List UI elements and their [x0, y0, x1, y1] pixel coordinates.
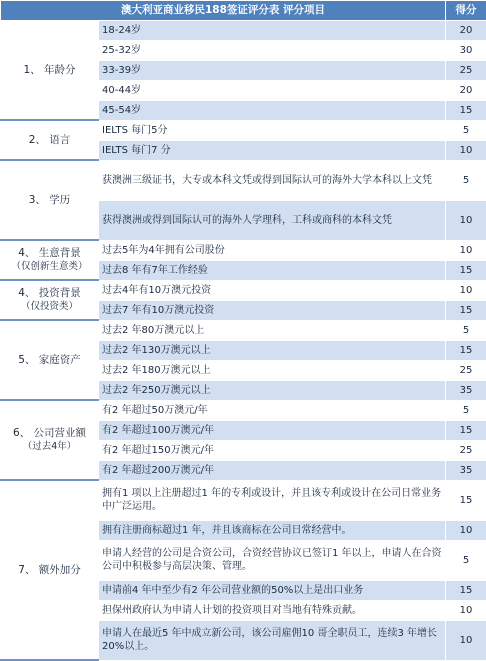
score-cell: 5 — [446, 320, 486, 340]
item-cell: 有2 年超过150万澳元/年 — [99, 440, 446, 460]
score-cell: 15 — [446, 300, 486, 320]
table-row — [1, 120, 486, 140]
table-row — [1, 320, 486, 340]
item-cell: 40-44岁 — [99, 80, 446, 100]
category-cell — [1, 120, 99, 160]
score-cell: 15 — [446, 580, 486, 600]
table-row — [1, 480, 486, 520]
item-cell: 有2 年超过100万澳元/年 — [99, 420, 446, 440]
score-cell: 25 — [446, 440, 486, 460]
category-cell — [1, 160, 99, 240]
score-cell: 10 — [446, 240, 486, 260]
score-cell: 10 — [446, 280, 486, 300]
item-cell: 25-32岁 — [99, 40, 446, 60]
category-sublabel: （仅创新生意类） — [11, 261, 88, 273]
category-cell — [1, 320, 99, 400]
item-cell: 有2 年超过200万澳元/年 — [99, 460, 446, 480]
item-cell: 申请前4 年中至少有2 年公司营业额的50%以上是出口业务 — [99, 580, 446, 600]
score-cell: 10 — [446, 600, 486, 620]
category-label: 2、 语言 — [28, 133, 71, 146]
score-cell: 15 — [446, 260, 486, 280]
item-cell: IELTS 每门5分 — [99, 120, 446, 140]
score-cell: 15 — [446, 340, 486, 360]
category-cell — [1, 21, 99, 121]
score-cell: 10 — [446, 200, 486, 240]
item-cell: 过去8 年有7年工作经验 — [99, 260, 446, 280]
item-cell: 33-39岁 — [99, 60, 446, 80]
table-row — [1, 160, 486, 200]
item-cell: 拥有注册商标超过1 年，并且该商标在公司日常经营中。 — [99, 520, 446, 540]
category-label: 7、 额外加分 — [18, 563, 81, 576]
category-label: 4、 投资背景 — [18, 287, 81, 300]
score-cell: 15 — [446, 480, 486, 520]
category-label: 4、 生意背景 — [18, 247, 81, 260]
score-cell: 5 — [446, 120, 486, 140]
score-cell: 10 — [446, 520, 486, 540]
item-cell: 拥有1 项以上注册超过1 年的专利或设计，并且该专利或设计在公司日常业务中广泛运用。 — [99, 480, 446, 520]
item-cell: 申请人在最近5 年中成立新公司，该公司雇佣10 哥全职员工，连续3 年增长20%以上。 — [99, 620, 446, 660]
item-cell: 45-54岁 — [99, 100, 446, 120]
score-cell: 10 — [446, 620, 486, 660]
category-sublabel: （过去4年） — [22, 441, 77, 453]
category-label: 1、 年龄分 — [23, 63, 76, 76]
table-body — [1, 21, 486, 661]
category-sublabel: （仅投资类） — [20, 301, 78, 313]
item-cell: 担保州政府认为申请人计划的投资项目对当地有特殊贡献。 — [99, 600, 446, 620]
score-cell: 15 — [446, 420, 486, 440]
item-cell: 过去2 年130万澳元以上 — [99, 340, 446, 360]
category-label: 6、 公司营业额 — [12, 427, 87, 440]
score-cell: 35 — [446, 380, 486, 400]
table-title: 澳大利亚商业移民188签证评分表 评分项目 — [1, 1, 446, 21]
header-row — [1, 1, 486, 21]
category-cell — [1, 400, 99, 480]
item-cell: 过去2 年80万澳元以上 — [99, 320, 446, 340]
item-cell: 获得澳洲或得到国际认可的海外人学理科，工科或商科的本科文凭 — [99, 200, 446, 240]
score-cell: 15 — [446, 100, 486, 120]
category-cell — [1, 240, 99, 280]
table-row — [1, 240, 486, 260]
item-cell: 有2 年超过50万澳元/年 — [99, 400, 446, 420]
item-cell: 过去2 年250万澳元以上 — [99, 380, 446, 400]
score-cell: 20 — [446, 21, 486, 41]
item-cell: 申请人经营的公司是合资公司，合资经营协议已签订1 年以上，申请人在合资公司中积极参与高层决策、管理。 — [99, 540, 446, 580]
score-header: 得分 — [446, 1, 486, 21]
table-row — [1, 21, 486, 41]
score-cell: 35 — [446, 460, 486, 480]
table-row — [1, 280, 486, 300]
category-label: 3、 学历 — [28, 193, 71, 206]
score-cell: 5 — [446, 400, 486, 420]
score-cell: 5 — [446, 540, 486, 580]
category-label: 5、 家庭资产 — [18, 353, 81, 366]
table-row — [1, 400, 486, 420]
item-cell: 18-24岁 — [99, 21, 446, 41]
category-cell — [1, 480, 99, 660]
score-cell: 25 — [446, 360, 486, 380]
item-cell: 过去2 年180万澳元以上 — [99, 360, 446, 380]
item-cell: 过去7 年有10万澳元投资 — [99, 300, 446, 320]
category-cell — [1, 280, 99, 320]
item-cell: 获澳洲三级证书，大专或本科文凭或得到国际认可的海外大学本科以上文凭 — [99, 160, 446, 200]
item-cell: 过去4年有10万澳元投资 — [99, 280, 446, 300]
score-cell: 5 — [446, 160, 486, 200]
item-cell: IELTS 每门7 分 — [99, 140, 446, 160]
score-cell: 30 — [446, 40, 486, 60]
score-cell: 10 — [446, 140, 486, 160]
item-cell: 过去5年为4年拥有公司股份 — [99, 240, 446, 260]
score-cell: 20 — [446, 80, 486, 100]
score-cell: 25 — [446, 60, 486, 80]
